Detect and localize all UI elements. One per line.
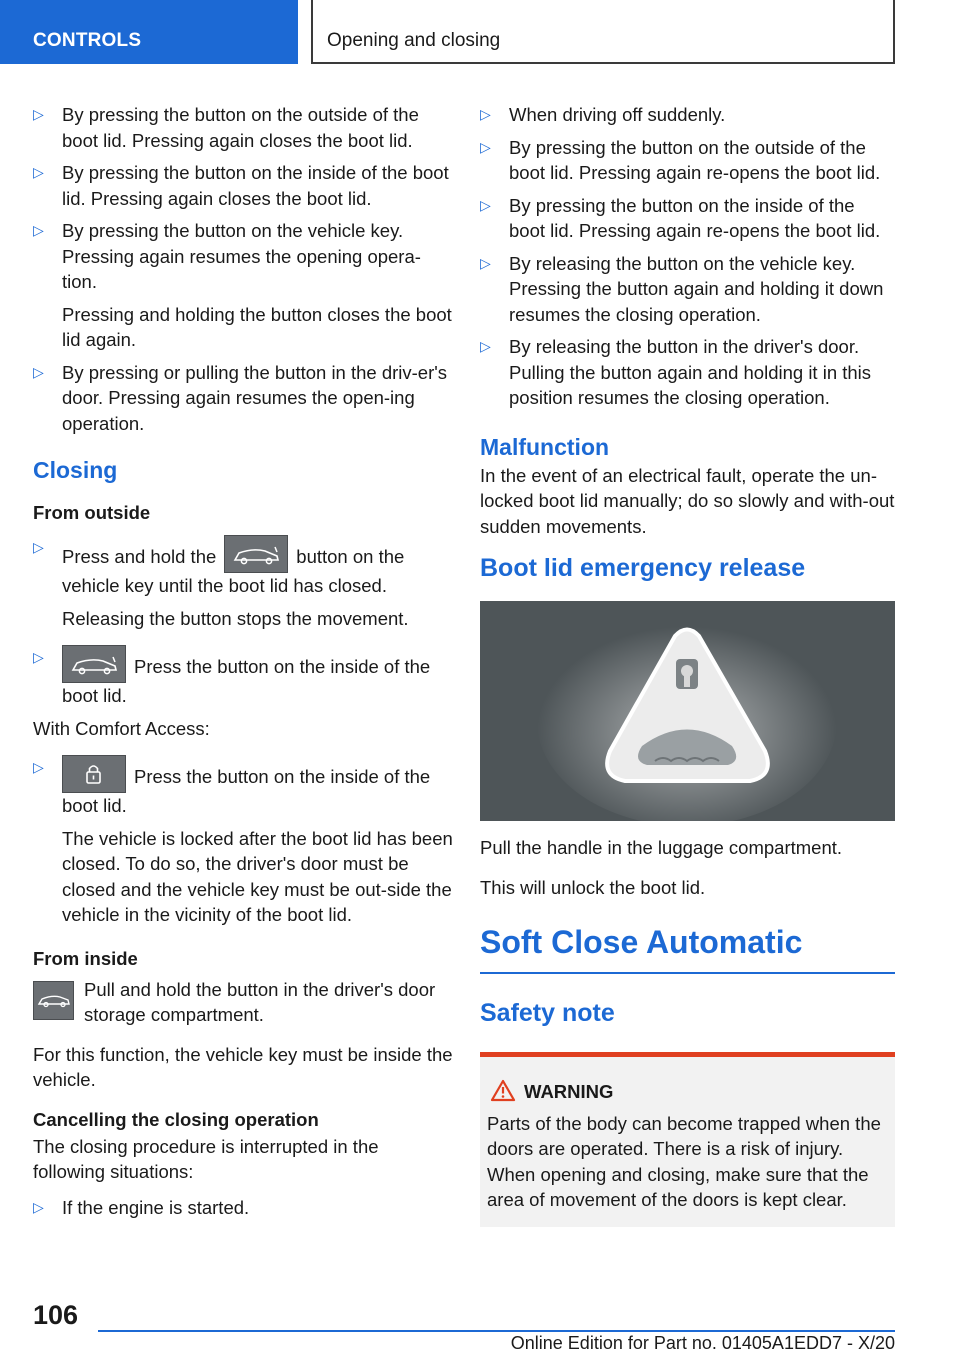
triangle-bullet-icon: ▷: [480, 138, 491, 155]
list-item-continuation: Releasing the button stops the movement.: [62, 607, 409, 629]
subheading-cancel: Cancelling the closing operation: [33, 1108, 319, 1130]
car-tailgate-icon: [33, 981, 74, 1020]
photo-caption: Pull the handle in the luggage compartment.: [480, 837, 843, 858]
list-item: ▷ By pressing the button on the outside of the boot lid. Pressing again re-opens the boot lid.: [480, 136, 881, 183]
list-item: ▷ Press the button on the inside of the boot lid.: [33, 755, 453, 819]
triangle-bullet-icon: ▷: [480, 106, 491, 122]
list-item: ▷ By pressing the button on the vehicle key. Pressing again resumes the opening opera‐tion.: [33, 220, 421, 292]
triangle-bullet-icon: ▷: [33, 363, 44, 380]
section-title-emergency-release: Boot lid emergency release: [480, 554, 806, 582]
list-item-continuation: Pressing and holding the button closes the boot lid again.: [62, 303, 452, 350]
triangle-bullet-icon: ▷: [33, 759, 44, 775]
triangle-bullet-icon: ▷: [33, 106, 44, 122]
header-section-label: CONTROLS: [33, 30, 142, 51]
list-item: ▷ By pressing or pulling the button in the driv‐er's door. Pressing again resumes the open‐ing operation.: [33, 361, 448, 434]
list-item: ▷ By pressing the button on the inside of the boot lid. Pressing again closes the boot lid.: [33, 162, 449, 209]
list-item: ▷ Press the button on the inside of the boot lid.: [33, 645, 453, 709]
list-item: ▷ When driving off suddenly.: [480, 102, 895, 128]
right-column: [480, 102, 895, 1227]
function-note: For this function, the vehicle key must be inside the vehicle.: [33, 1043, 453, 1090]
warning-box: [480, 1052, 895, 1227]
list-item: ▷ By pressing the button on the outside of the boot lid. Pressing again closes the boot lid.: [33, 104, 419, 151]
warning-title: WARNING: [487, 1079, 888, 1105]
comfort-access-label: With Comfort Access:: [33, 717, 210, 739]
list-item: ▷ If the engine is started.: [33, 1195, 453, 1221]
list-item: ▷ By releasing the button in the driver's door. Pulling the button again and holding it in this position resumes the closing operation.: [480, 336, 872, 408]
header-chapter-label: Opening and closing: [327, 30, 501, 51]
footer-divider: [98, 1330, 895, 1332]
section-title-closing: Closing: [33, 457, 118, 483]
section-title-safety-note: Safety note: [480, 999, 615, 1027]
list-item: ▷ By pressing the button on the inside of the boot lid. Pressing again re-opens the boot lid.: [480, 194, 881, 241]
lock-icon: [62, 755, 126, 793]
cancel-text: The closing procedure is interrupted in the following situations:: [33, 1135, 379, 1182]
warning-text: Parts of the body can become trapped when the doors are operated. There is a risk of injury. When opening and closing, make sure that the area of movement of the doors is kept clear.: [487, 1112, 881, 1210]
warning-triangle-icon: [490, 1079, 516, 1102]
section-title-malfunction: Malfunction: [480, 433, 610, 460]
header-section-tab: [0, 0, 298, 64]
list-item: ▷ Press and hold the button on the vehicle key until the boot lid has closed.: [33, 535, 453, 599]
header-chapter-tab: [311, 0, 895, 64]
list-item: ▷ By releasing the button on the vehicle key. Pressing the button again and holding it down resumes the closing operation.: [480, 252, 884, 325]
triangle-bullet-icon: ▷: [33, 539, 44, 555]
section-title-soft-close: Soft Close Automatic: [480, 922, 895, 974]
inside-instruction: Pull and hold the button in the driver's door storage compartment.: [33, 977, 453, 1028]
triangle-bullet-icon: ▷: [33, 164, 44, 180]
triangle-bullet-icon: ▷: [480, 196, 491, 213]
car-tailgate-icon: [224, 535, 288, 573]
triangle-bullet-icon: ▷: [480, 254, 491, 271]
triangle-bullet-icon: ▷: [33, 649, 44, 665]
subheading-from-inside: From inside: [33, 947, 138, 969]
list-item-continuation: The vehicle is locked after the boot lid has been closed. To do so, the driver's door must be closed and the vehicle key must be out‐side the vehicle in the vicinity of the boot lid.: [62, 827, 453, 925]
left-column: [33, 102, 453, 1227]
page-number: 106: [33, 1300, 79, 1330]
emergency-release-photo: [480, 601, 895, 821]
footer-edition: Online Edition for Part no. 01405A1EDD7 - X/20: [510, 1333, 895, 1353]
car-tailgate-icon: [62, 645, 126, 683]
photo-caption-2: This will unlock the boot lid.: [480, 876, 706, 898]
triangle-bullet-icon: ▷: [480, 338, 491, 354]
triangle-bullet-icon: ▷: [33, 1198, 44, 1215]
subheading-from-outside: From outside: [33, 502, 151, 523]
malfunction-text: In the event of an electrical fault, operate the un‐locked boot lid manually; do so slowly and with‐out sudden movements.: [480, 464, 895, 537]
triangle-bullet-icon: ▷: [33, 222, 44, 238]
